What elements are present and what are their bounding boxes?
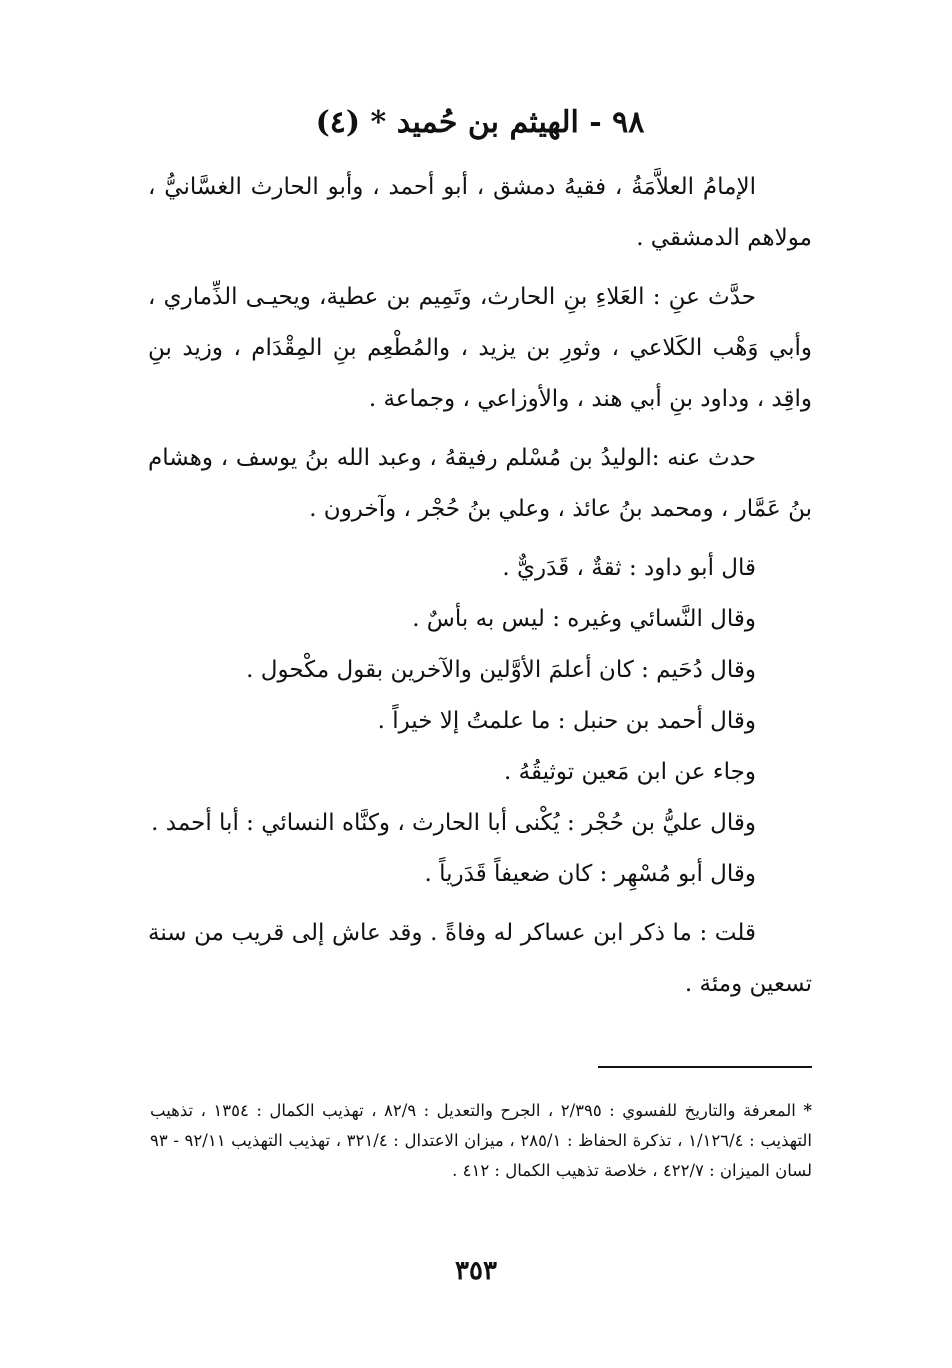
biography-heading: ٩٨ - الهيثم بن حُميد * (٤)	[315, 105, 645, 140]
footnote-separator	[598, 1066, 812, 1068]
students-paragraph: حدث عنه :الوليدُ بن مُسْلم رفيقهُ ، وعبد الله بنُ يوسف ، وهشام بنُ عَمَّار ، ومحمد بنُ عائذ ، وعلي بنُ حُجْر ، وآخرون .	[148, 445, 812, 522]
intro-paragraph: الإمامُ العلاَّمَةُ ، فقيهُ دمشق ، أبو أحمد ، وأبو الحارث الغسَّانيُّ ، مولاهم الدمشقي .	[148, 174, 812, 251]
footnote-text: المعرفة والتاريخ للفسوي : ٢/٣٩٥ ، الجرح والتعديل : ٨٢/٩ ، تهذيب الكمال : ١٣٥٤ ، تذهيب التهذيب : ١/١٢٦/٤ ، تذكرة الحفاظ : ٢٨٥/١ ، ميزان الاعتدال : ٣٢١/٤ ، تهذيب التهذيب ٩٢/١١ - ٩٣ لسان الميزان : ٤٢٢/٧ ، خلاصة تذهيب الكمال : ٤١٢ .	[150, 1101, 812, 1180]
ibn-main-statement: وجاء عن ابن مَعين توثيقُهُ .	[503, 759, 756, 785]
abu-dawud-statement: قال أبو داود : ثقةٌ ، قَدَريٌّ .	[502, 555, 756, 581]
ali-ibn-hujr-statement: وقال عليُّ بن حُجْر : يُكْنى أبا الحارث ، وكنَّاه النسائي : أبا أحمد .	[151, 810, 756, 836]
teachers-paragraph: حدَّث عنِ : العَلاءِ بنِ الحارث، وتَمِيم بن عطية، ويحيـى الذِّماري ، وأبي وَهْب الكَلاعي ، وثورِ بن يزيد ، والمُطْعِم بنِ المِقْدَام ، وزيد بنِ واقِد ، وداود بنِ أبي هند ، والأوزاعي ، وجماعة .	[148, 284, 812, 412]
ahmad-statement: وقال أحمد بن حنبل : ما علمتُ إلا خيراً .	[377, 708, 756, 734]
footnote-marker: *	[803, 1101, 813, 1120]
author-note-paragraph: قلت : ما ذكر ابن عساكر له وفاةً . وقد عاش إلى قريب من سنة تسعين ومئة .	[148, 920, 812, 997]
footnote	[150, 1096, 812, 1186]
biography-body	[148, 162, 812, 1018]
abu-mushir-statement: وقال أبو مُسْهِر : كان ضعيفاً قَدَرياً .	[424, 861, 756, 887]
duhaym-statement: وقال دُحَيم : كان أعلمَ الأوَّلين والآخرين بقول مكْحول .	[246, 657, 756, 683]
page-number: ٣٥٣	[455, 1256, 497, 1286]
nasai-statement: وقال النَّسائي وغيره : ليس به بأسٌ .	[412, 606, 756, 632]
